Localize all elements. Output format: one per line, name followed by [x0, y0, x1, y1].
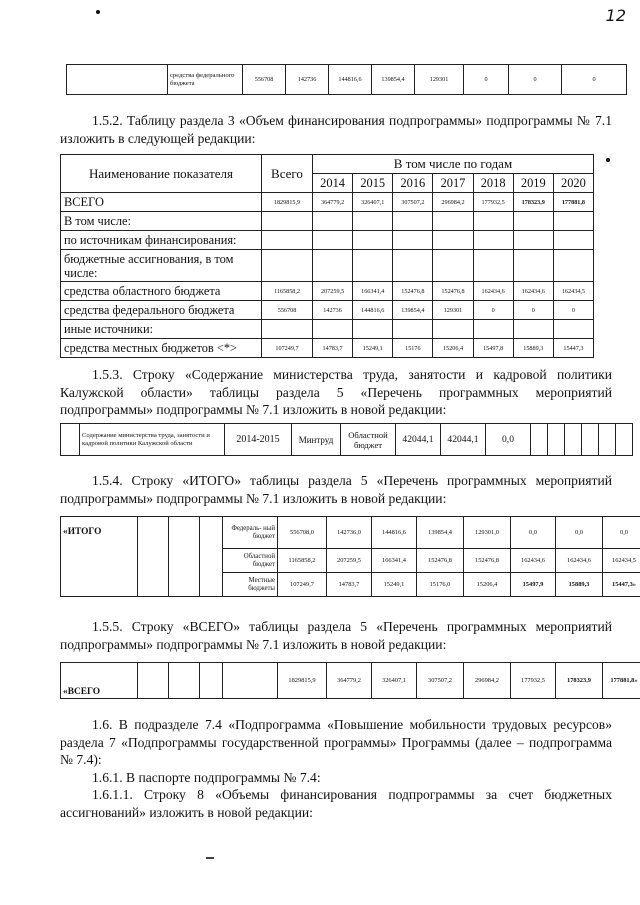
table-cell: 177932,5 [473, 193, 513, 212]
table-row [61, 339, 594, 358]
financing-table [60, 154, 594, 358]
paragraph-1-6-1: 1.6.1. В паспорте подпрограммы № 7.4: [92, 769, 321, 785]
table-cell: средства федерального бюджета [168, 65, 243, 95]
scan-mark [206, 857, 214, 859]
table-cell: 0,0 [486, 424, 531, 456]
header-name: Наименование показателя [61, 155, 262, 193]
table-cell: 162434,6 [511, 549, 556, 573]
row-label: по источникам финансирования: [61, 231, 262, 250]
table-cell: 0 [513, 301, 553, 320]
table-cell: 15249,1 [372, 573, 417, 597]
scan-dot [96, 10, 100, 14]
table-cell: 15889,3 [513, 339, 553, 358]
table-cell: 1165858,2 [278, 549, 327, 573]
year-header: 2018 [473, 174, 513, 193]
table-cell: 162434,5 [553, 282, 593, 301]
table-cell: 15447,3» [603, 573, 640, 597]
table-cell: 166341,4 [353, 282, 393, 301]
table-row [61, 193, 594, 212]
table-cell: 129301 [415, 65, 464, 95]
year-header: 2016 [393, 174, 433, 193]
row-label: В том числе: [61, 212, 262, 231]
table-cell: 1165858,2 [262, 282, 313, 301]
table-cell: 0 [509, 65, 562, 95]
row-label: средства федерального бюджета [61, 301, 262, 320]
table-cell: 15497,8 [473, 339, 513, 358]
table-row [61, 282, 594, 301]
table-cell: 15249,1 [353, 339, 393, 358]
table-row [61, 250, 594, 282]
table-cell: 1829815,9 [278, 663, 327, 699]
table-cell: 177881,8 [553, 193, 593, 212]
table-cell: 0,0 [556, 517, 603, 549]
table-cell: 364779,2 [313, 193, 353, 212]
table-row [61, 231, 594, 250]
vsego-label: «ВСЕГО [61, 663, 138, 699]
table-cell: 0,0 [603, 517, 640, 549]
table-cell: 326407,1 [353, 193, 393, 212]
table-cell: 144816,6 [372, 517, 417, 549]
table-cell: 15447,3 [553, 339, 593, 358]
paragraph-1-5-2: 1.5.2. Таблицу раздела 3 «Объем финансирования подпрограммы» подпрограммы № 7.1 изложить в следующей редакции: [60, 113, 612, 146]
table-cell: 42044,1 [396, 424, 441, 456]
table-cell: 15176,0 [417, 573, 464, 597]
table-cell: 364779,2 [327, 663, 372, 699]
table-cell: 326407,1 [372, 663, 417, 699]
row-label: бюджетные ассигнования, в том числе: [61, 250, 262, 282]
table-cell: 307507,2 [393, 193, 433, 212]
table-cell: 144816,6 [353, 301, 393, 320]
table-cell: 307507,2 [417, 663, 464, 699]
table-cell: 207259,5 [327, 549, 372, 573]
year-header: 2014 [313, 174, 353, 193]
table-cell: 0,0 [511, 517, 556, 549]
table-cell: 162434,6 [473, 282, 513, 301]
table-itogo [60, 516, 640, 597]
table-cell: 178323,9 [556, 663, 603, 699]
table-cell: 152476,8 [393, 282, 433, 301]
scan-dot [606, 158, 610, 162]
table-maintenance-row [60, 423, 633, 456]
table-cell: 107249,7 [278, 573, 327, 597]
table-row [61, 212, 594, 231]
table-cell: 152476,8 [417, 549, 464, 573]
source-cell: Местные бюджеты [223, 573, 278, 597]
table-cell: 0 [473, 301, 513, 320]
table-cell: 139854,4 [417, 517, 464, 549]
table-cell: 15206,4 [433, 339, 473, 358]
table-cell: 177881,8» [603, 663, 640, 699]
year-header: 2020 [553, 174, 593, 193]
year-header: 2017 [433, 174, 473, 193]
table-cell: 144816,6 [329, 65, 372, 95]
paragraph-1-6-1-1: 1.6.1.1. Строку 8 «Объемы финансирования подпрограммы за счет бюджетных ассигнований» изложить в новой редакции: [60, 787, 612, 820]
table-cell: 142736 [286, 65, 329, 95]
table-cell: 14783,7 [327, 573, 372, 597]
paragraph-1-5-4: 1.5.4. Строку «ИТОГО» таблицы раздела 5 «Перечень программных мероприятий подпрограммы» подпрограммы № 7.1 изложить в новой редакции: [60, 473, 612, 506]
table-cell: 142736 [313, 301, 353, 320]
row-label: ВСЕГО [61, 193, 262, 212]
table-cell: 107249,7 [262, 339, 313, 358]
source-cell: Федераль- ный бюджет [223, 517, 278, 549]
table-cell: 0 [562, 65, 627, 95]
header-total: Всего [262, 155, 313, 193]
table-cell: 42044,1 [441, 424, 486, 456]
table-cell: 14783,7 [313, 339, 353, 358]
table-cell: 15206,4 [464, 573, 511, 597]
table-cell: 296984,2 [433, 193, 473, 212]
itogo-label: «ИТОГО [61, 517, 138, 597]
year-header: 2019 [513, 174, 553, 193]
table-cell: 129301,0 [464, 517, 511, 549]
table-cell: 166341,4 [372, 549, 417, 573]
table-cell: Минтруд [292, 424, 341, 456]
row-label: иные источники: [61, 320, 262, 339]
table-cell: 139854,4 [372, 65, 415, 95]
table-row [61, 320, 594, 339]
row-label: средства областного бюджета [61, 282, 262, 301]
source-cell: Областной бюджет [223, 549, 278, 573]
table-cell: 556708 [243, 65, 286, 95]
table-cell: 152476,8 [433, 282, 473, 301]
table-cell: 129301 [433, 301, 473, 320]
table-cell: 296984,2 [464, 663, 511, 699]
table-cell: Содержание министерства труда, занятости и кадровой политики Калужской области [80, 424, 225, 456]
table-cell: Областной бюджет [341, 424, 396, 456]
table-cell: 15176 [393, 339, 433, 358]
table-cell: 15889,3 [556, 573, 603, 597]
year-header: 2015 [353, 174, 393, 193]
table-cell: 152476,8 [464, 549, 511, 573]
table-cell: 207259,5 [313, 282, 353, 301]
table-top-fragment [66, 64, 627, 95]
table-cell: 142736,0 [327, 517, 372, 549]
row-label: средства местных бюджетов <*> [61, 339, 262, 358]
table-vsego [60, 662, 640, 699]
table-cell: 15497,9 [511, 573, 556, 597]
table-cell: 162434,5 [603, 549, 640, 573]
table-cell: 556708 [262, 301, 313, 320]
table-cell: 162434,6 [513, 282, 553, 301]
table-cell: 177932,5 [511, 663, 556, 699]
table-cell: 178323,9 [513, 193, 553, 212]
table-cell: 162434,6 [556, 549, 603, 573]
paragraph-1-5-5: 1.5.5. Строку «ВСЕГО» таблицы раздела 5 «Перечень программных мероприятий подпрограммы» подпрограммы № 7.1 изложить в новой редакции: [60, 619, 612, 652]
table-cell: 1829815,9 [262, 193, 313, 212]
page-number: 12 [605, 6, 626, 25]
paragraph-1-6: 1.6. В подразделе 7.4 «Подпрограмма «Повышение мобильности трудовых ресурсов» раздела 7 «Подпрограммы государственной программы» Программы (далее – подпрограмма № 7.4): [60, 717, 612, 767]
table-cell: 556708,0 [278, 517, 327, 549]
paragraph-1-5-3: 1.5.3. Строку «Содержание министерства труда, занятости и кадровой политики Калужской области» таблицы раздела 5 «Перечень программных мероприятий подпрограммы» подпрограммы № 7.1 изложить в новой редакции: [60, 367, 612, 417]
table-cell: 2014-2015 [225, 424, 292, 456]
table-cell: 139854,4 [393, 301, 433, 320]
header-years: В том числе по годам [313, 155, 594, 174]
table-cell: 0 [464, 65, 509, 95]
table-cell: 0 [553, 301, 593, 320]
table-row [61, 301, 594, 320]
